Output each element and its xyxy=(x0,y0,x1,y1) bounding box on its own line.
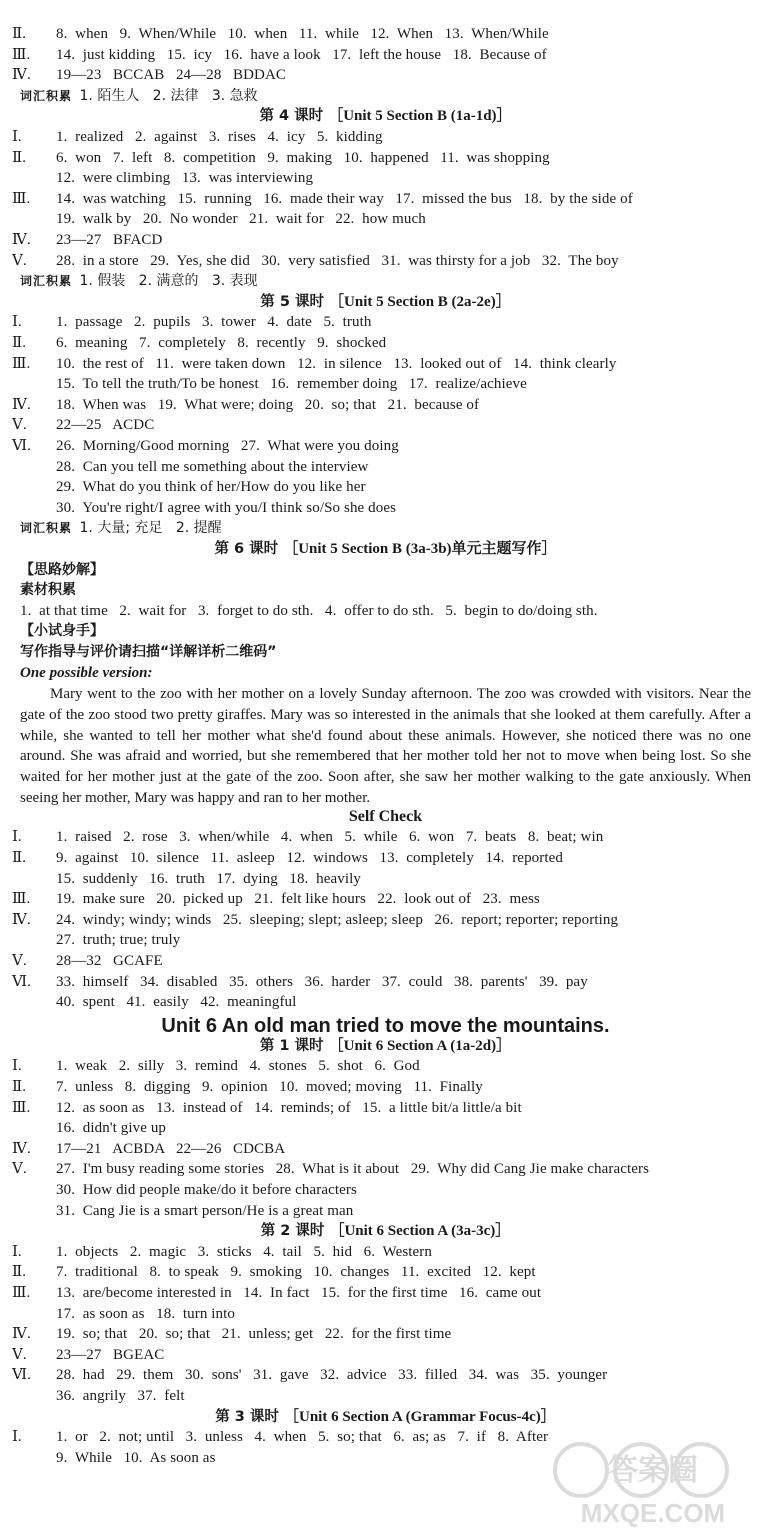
answer-text: 28. in a store 29. Yes, she did 30. very satisfied 31. was thirsty for a job 32. The boy xyxy=(56,252,619,269)
vocabulary-line xyxy=(0,86,771,107)
answer-text: 28—32 GCAFE xyxy=(56,953,163,969)
section-numeral: Ⅳ. xyxy=(12,1326,31,1343)
lesson-section: ［Unit 5 Section B (1a-1d)］ xyxy=(328,108,512,125)
section-numeral: Ⅴ. xyxy=(12,953,27,969)
answer-line xyxy=(0,1098,771,1119)
section-numeral: Ⅳ. xyxy=(12,396,31,413)
section-numeral: Ⅴ. xyxy=(12,1161,27,1178)
vocabulary-block xyxy=(20,86,258,107)
answer-line xyxy=(0,477,771,498)
section-numeral: Ⅰ. xyxy=(12,1429,22,1446)
vocabulary-line xyxy=(0,518,771,539)
answer-line xyxy=(0,1283,771,1304)
lesson-heading xyxy=(0,1221,771,1242)
answer-text: 23—27 BGEAC xyxy=(56,1346,165,1363)
vocabulary-label: 词汇积累 xyxy=(20,521,73,536)
lesson-number: 第 1 课时 xyxy=(259,1037,324,1054)
answer-line xyxy=(0,189,771,210)
lesson-number: 第 5 课时 xyxy=(260,293,324,310)
lesson-heading xyxy=(0,292,771,313)
section-numeral: Ⅲ. xyxy=(12,891,31,908)
answer-line xyxy=(0,312,771,333)
vocabulary-text: 1. 陌生人 2. 法律 3. 急救 xyxy=(79,87,258,104)
answer-text: 6. meaning 7. completely 8. recently 9. shocked xyxy=(56,335,387,351)
answer-text: 1. realized 2. against 3. rises 4. icy 5. kidding xyxy=(56,129,383,145)
answer-text: 27. I'm busy reading some stories 28. What is it about 29. Why did Cang Jie make characters xyxy=(56,1161,650,1178)
self-check-title: Self Check xyxy=(348,807,423,825)
section-numeral: Ⅴ. xyxy=(12,252,27,269)
answer-line xyxy=(0,354,771,375)
answer-line xyxy=(0,1345,771,1366)
lesson-section: ［Unit 6 Section A (3a-3c)］ xyxy=(329,1223,511,1240)
vocabulary-label: 词汇积累 xyxy=(20,88,73,103)
section-numeral: Ⅰ. xyxy=(12,829,22,846)
answer-line xyxy=(0,65,771,86)
section-numeral: Ⅲ. xyxy=(12,190,31,207)
lesson-section: ［Unit 5 Section B (2a-2e)］ xyxy=(329,293,511,310)
answer-text: 17. as soon as 18. turn into xyxy=(56,1305,236,1322)
answer-text: 30. You're right/I agree with you/I think so/So she does xyxy=(56,499,397,516)
answer-line xyxy=(0,415,771,436)
section-numeral: Ⅰ. xyxy=(12,129,22,145)
section-numeral: Ⅲ. xyxy=(12,1099,31,1116)
answer-text: 8. when 9. When/While 10. when 11. while 12. When 13. When/While xyxy=(56,26,549,42)
lesson-number: 第 4 课时 xyxy=(259,108,324,125)
answer-line xyxy=(0,827,771,848)
lesson-section: ［Unit 5 Section B (3a-3b)单元主题写作］ xyxy=(283,541,557,557)
answer-line xyxy=(0,972,771,993)
answer-text: 9. against 10. silence 11. asleep 12. windows 13. completely 14. reported xyxy=(56,850,563,866)
answer-line xyxy=(0,951,771,972)
answer-line xyxy=(0,1056,771,1077)
answer-text: 31. Cang Jie is a smart person/He is a great man xyxy=(56,1202,354,1219)
lesson-number: 第 3 课时 xyxy=(215,1408,279,1425)
subsection-heading: 写作指导与评价请扫描“详解详析二维码” xyxy=(20,644,277,660)
answer-text: 16. didn't give up xyxy=(56,1120,167,1137)
lesson-heading xyxy=(0,539,771,560)
section-numeral: Ⅱ. xyxy=(12,26,26,42)
section-numeral: Ⅲ. xyxy=(12,46,31,63)
section-numeral: Ⅱ. xyxy=(12,1264,26,1281)
section-numeral: Ⅱ. xyxy=(12,850,26,866)
answer-line xyxy=(0,1324,771,1345)
unit-title: Unit 6 An old man tried to move the mountains. xyxy=(161,1014,610,1037)
answer-text: 1. raised 2. rose 3. when/while 4. when 5. while 6. won 7. beats 8. beat; win xyxy=(56,829,604,846)
answer-text: 6. won 7. left 8. competition 9. making 10. happened 11. was shopping xyxy=(56,149,550,166)
answer-line xyxy=(0,498,771,519)
answer-text: 33. himself 34. disabled 35. others 36. harder 37. could 38. parents' 39. pay xyxy=(56,973,588,990)
answer-line xyxy=(0,251,771,272)
answer-text: 14. just kidding 15. icy 16. have a look 17. left the house 18. Because of xyxy=(56,46,547,63)
sample-essay-paragraph: Mary went to the zoo with her mother on a lovely Sunday afternoon. The zoo was crowded with visitors. Near the gate of the zoo stood two pretty giraffes. Mary was so interested in the animals that she looked at them carefully. After a while, she wanted to tell her mother what she'd found about these animals. However, she noticed there was no one around. She was afraid and worried, but she remembered that her mother told her not to move when being lost. So she waited for her mother just at the gate of the zoo. Soon after, she saw her mother walking to the gate anxiously. When seeing her mother, Mary was happy and ran to her mother. xyxy=(20,686,751,806)
answer-text: 29. What do you think of her/How do you like her xyxy=(56,479,366,496)
watermark-chars: 答案圈 xyxy=(608,1453,698,1488)
answer-line xyxy=(0,209,771,230)
answer-line xyxy=(0,1242,771,1263)
lesson-section: ［Unit 6 Section A (Grammar Focus-4c)］ xyxy=(283,1408,556,1425)
answer-line xyxy=(0,889,771,910)
vocabulary-block xyxy=(20,518,222,539)
subsection-heading: 【小试身手】 xyxy=(20,623,104,640)
answer-text: 1. at that time 2. wait for 3. forget to do sth. 4. offer to do sth. 5. begin to do/doing sth. xyxy=(20,602,598,619)
answer-line xyxy=(0,395,771,416)
answer-text: 10. the rest of 11. were taken down 12. in silence 13. looked out of 14. think clearly xyxy=(56,355,617,372)
section-numeral: Ⅰ. xyxy=(12,1058,22,1075)
answer-text: 12. as soon as 13. instead of 14. reminds; of 15. a little bit/a little/a bit xyxy=(56,1099,522,1116)
section-numeral: Ⅵ. xyxy=(12,973,31,990)
sample-essay-label: One possible version: xyxy=(20,664,153,681)
answer-line xyxy=(0,1262,771,1283)
answer-text: 13. are/become interested in 14. In fact 15. for the first time 16. came out xyxy=(56,1285,542,1301)
answer-line xyxy=(0,127,771,148)
answer-text: 26. Morning/Good morning 27. What were you doing xyxy=(56,438,399,454)
answer-text: 1. objects 2. magic 3. sticks 4. tail 5. hid 6. Western xyxy=(56,1243,432,1260)
answer-line xyxy=(0,333,771,354)
vocabulary-line xyxy=(0,271,771,292)
answer-text: 28. had 29. them 30. sons' 31. gave 32. advice 33. filled 34. was 35. younger xyxy=(56,1367,608,1384)
answer-text: 15. To tell the truth/To be honest 16. remember doing 17. realize/achieve xyxy=(56,376,527,393)
answer-line xyxy=(0,1365,771,1386)
answer-text: 22—25 ACDC xyxy=(56,417,155,434)
answer-text: 14. was watching 15. running 16. made their way 17. missed the bus 18. by the side of xyxy=(56,190,633,207)
section-numeral: Ⅱ. xyxy=(12,1079,26,1095)
answer-line xyxy=(0,374,771,395)
section-numeral: Ⅲ. xyxy=(12,1285,31,1301)
answer-line xyxy=(0,1386,771,1407)
answer-text: 27. truth; true; truly xyxy=(56,932,181,949)
vocabulary-label: 词汇积累 xyxy=(20,274,73,289)
vocabulary-text: 1. 假装 2. 满意的 3. 表现 xyxy=(79,273,258,290)
answer-line xyxy=(0,148,771,169)
section-numeral: Ⅵ. xyxy=(12,1367,31,1384)
answer-line xyxy=(0,1201,771,1222)
lesson-section: ［Unit 6 Section A (1a-2d)］ xyxy=(328,1037,512,1054)
answer-line xyxy=(0,1118,771,1139)
section-numeral: Ⅴ. xyxy=(12,417,27,434)
answer-text: 15. suddenly 16. truth 17. dying 18. heavily xyxy=(56,870,361,887)
lesson-heading xyxy=(0,106,771,127)
answer-circle-watermark-logo xyxy=(545,1440,761,1528)
answer-text: 19. make sure 20. picked up 21. felt like hours 22. look out of 23. mess xyxy=(56,891,540,908)
section-numeral: Ⅳ. xyxy=(12,67,31,84)
answer-line xyxy=(0,457,771,478)
vocabulary-block xyxy=(20,271,258,292)
answer-line xyxy=(0,436,771,457)
section-numeral: Ⅱ. xyxy=(12,335,26,351)
section-numeral: Ⅴ. xyxy=(12,1346,27,1363)
answer-line xyxy=(0,601,771,622)
section-numeral: Ⅵ. xyxy=(12,438,31,454)
answer-line xyxy=(0,230,771,251)
section-numeral: Ⅱ. xyxy=(12,149,26,166)
answer-text: 36. angrily 37. felt xyxy=(56,1388,185,1404)
answer-text: 1. or 2. not; until 3. unless 4. when 5. so; that 6. as; as 7. if 8. After xyxy=(56,1429,549,1446)
answer-text: 19—23 BCCAB 24—28 BDDAC xyxy=(56,67,287,84)
answer-line xyxy=(0,168,771,189)
section-numeral: Ⅰ. xyxy=(12,1243,22,1260)
lesson-number: 第 6 课时 xyxy=(214,541,279,557)
answer-line xyxy=(0,930,771,951)
answer-line xyxy=(0,910,771,931)
answer-line xyxy=(0,1304,771,1325)
answer-text: 40. spent 41. easily 42. meaningful xyxy=(56,994,297,1011)
answer-text: 23—27 BFACD xyxy=(56,232,163,248)
vocabulary-text: 1. 大量; 充足 2. 提醒 xyxy=(79,520,222,537)
answer-line xyxy=(0,1139,771,1160)
subsection-heading: 【思路妙解】 xyxy=(20,561,104,578)
answer-line xyxy=(0,24,771,45)
answer-text: 7. traditional 8. to speak 9. smoking 10. changes 11. excited 12. kept xyxy=(56,1264,536,1281)
answer-text: 19. so; that 20. so; that 21. unless; get 22. for the first time xyxy=(56,1326,452,1343)
answer-text: 1. passage 2. pupils 3. tower 4. date 5. truth xyxy=(56,314,372,331)
answer-line xyxy=(0,1159,771,1180)
lesson-heading xyxy=(0,1036,771,1057)
answer-text: 7. unless 8. digging 9. opinion 10. moved; moving 11. Finally xyxy=(56,1079,483,1095)
answer-text: 28. Can you tell me something about the interview xyxy=(56,458,369,475)
answer-line xyxy=(0,1180,771,1201)
watermark-url: MXQE.COM xyxy=(580,1498,726,1528)
answer-text: 9. While 10. As soon as xyxy=(56,1449,216,1466)
answer-text: 24. windy; windy; winds 25. sleeping; slept; asleep; sleep 26. report; reporter; reporting xyxy=(56,911,619,928)
answer-line xyxy=(0,869,771,890)
answer-line xyxy=(0,45,771,66)
answer-text: 12. were climbing 13. was interviewing xyxy=(56,170,314,187)
answer-line xyxy=(0,848,771,869)
answer-text: 30. How did people make/do it before characters xyxy=(56,1182,357,1198)
lesson-number: 第 2 课时 xyxy=(260,1223,325,1240)
section-numeral: Ⅰ. xyxy=(12,314,22,331)
lesson-heading xyxy=(0,1407,771,1428)
answer-line xyxy=(0,992,771,1013)
answer-text: 1. weak 2. silly 3. remind 4. stones 5. shot 6. God xyxy=(56,1058,420,1075)
subsection-heading: 素材积累 xyxy=(20,582,76,599)
answer-text: 19. walk by 20. No wonder 21. wait for 22. how much xyxy=(56,211,426,228)
section-numeral: Ⅳ. xyxy=(12,232,31,248)
section-numeral: Ⅳ. xyxy=(12,911,31,928)
answer-text: 18. When was 19. What were; doing 20. so; that 21. because of xyxy=(56,396,480,413)
answer-line xyxy=(0,1077,771,1098)
section-numeral: Ⅳ. xyxy=(12,1140,31,1157)
section-numeral: Ⅲ. xyxy=(12,355,31,372)
answer-text: 17—21 ACBDA 22—26 CDCBA xyxy=(56,1140,286,1157)
